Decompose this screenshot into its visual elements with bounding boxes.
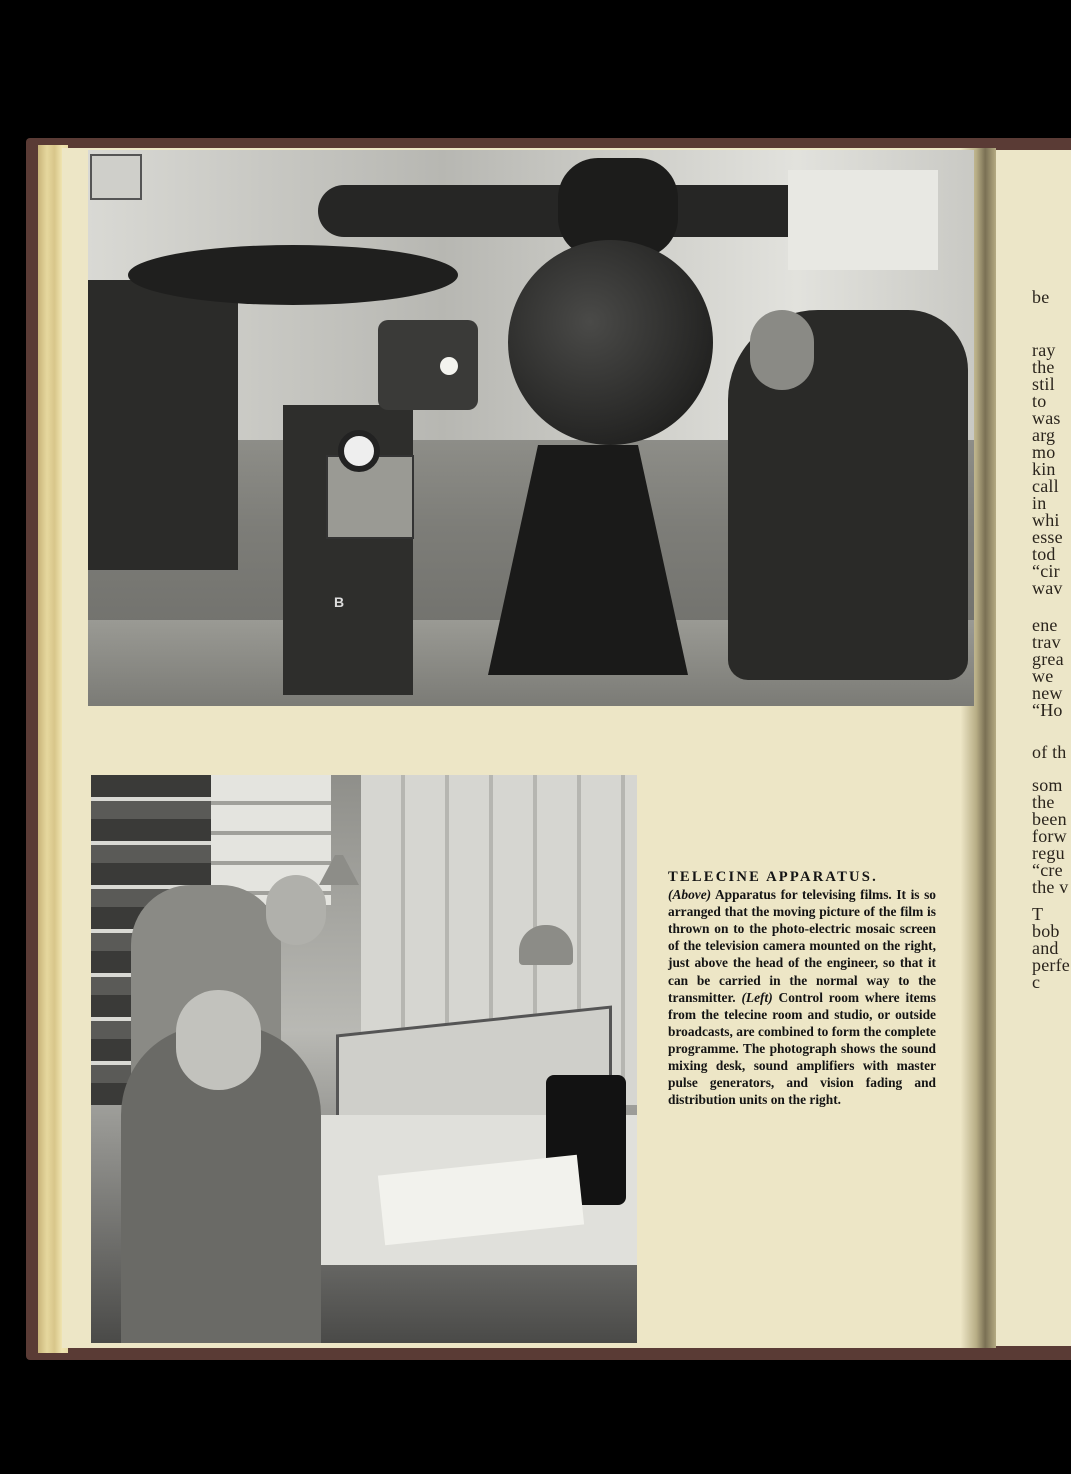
caption-above-label: (Above) [668, 887, 712, 903]
right-page-line: of th [1032, 742, 1067, 762]
right-page-line: wav [1032, 578, 1063, 598]
right-page-line: ray [1032, 340, 1056, 360]
right-page-line: whi [1032, 510, 1060, 530]
right-page-line: forw [1032, 826, 1067, 846]
right-page-line: to [1032, 391, 1047, 411]
caption-left-label: (Left) [741, 989, 773, 1005]
right-page-line: regu [1032, 843, 1065, 863]
engineer-head [750, 310, 814, 390]
camera-drum [508, 240, 713, 445]
right-page-line: “Ho [1032, 700, 1063, 720]
right-page-line: the v [1032, 877, 1069, 897]
right-page-line: in [1032, 493, 1047, 513]
right-page-line: “cir [1032, 561, 1060, 581]
wall-frame [90, 154, 142, 200]
telecine-apparatus-photo [88, 150, 974, 706]
right-page-line: new [1032, 683, 1063, 703]
caption-above-text: Apparatus for televising films. It is so arranged that the moving picture of the film is thrown on to the photo-electric mosaic screen of the television camera mounted on the right, just above the head of the engineer, so that it can be carried in the normal way to the transmitter. [668, 887, 936, 1005]
right-page-line: the [1032, 792, 1055, 812]
right-page-line: been [1032, 809, 1067, 829]
machine-base [488, 445, 688, 675]
caption-title: TELECINE APPARATUS. [668, 869, 878, 885]
right-equipment [788, 170, 938, 270]
right-page-line: stil [1032, 374, 1055, 394]
right-page-line: c [1032, 972, 1041, 992]
turntable [128, 245, 458, 305]
caption-left-text: Control room where items from the telecine room and studio, or outside broadcasts, are combined to form the complete programme. The photograph shows the sound mixing desk, sound amplifiers with master pulse generators, and vision fading and distribution units on the right. [668, 989, 936, 1108]
right-page-line: ene [1032, 615, 1058, 635]
standing-man-head [266, 875, 326, 945]
right-page-line: tod [1032, 544, 1056, 564]
left-rack [88, 280, 238, 570]
seated-woman-head [176, 990, 261, 1090]
right-page-line: mo [1032, 442, 1056, 462]
right-page-line: grea [1032, 649, 1064, 669]
right-page-line: kin [1032, 459, 1056, 479]
right-page-line: was [1032, 408, 1061, 428]
right-page-line: som [1032, 775, 1063, 795]
control-room-photo [91, 775, 637, 1343]
right-page-line: and [1032, 938, 1059, 958]
projector-dial [338, 430, 380, 472]
right-page-line: “cre [1032, 860, 1063, 880]
machine-letter: B [334, 594, 345, 610]
right-page [990, 150, 1071, 1346]
right-page-line: perfe [1032, 955, 1070, 975]
photo-caption [668, 868, 936, 1108]
right-page-line: the [1032, 357, 1055, 377]
right-page-line: arg [1032, 425, 1056, 445]
lens-housing [378, 320, 478, 410]
right-page-line: we [1032, 666, 1054, 686]
right-page-line: esse [1032, 527, 1063, 547]
right-page-line: trav [1032, 632, 1061, 652]
right-page-line: be [1032, 287, 1050, 307]
right-page-line: T [1032, 904, 1044, 924]
right-page-line: call [1032, 476, 1059, 496]
right-page-line: bob [1032, 921, 1060, 941]
lens-light [440, 357, 458, 375]
